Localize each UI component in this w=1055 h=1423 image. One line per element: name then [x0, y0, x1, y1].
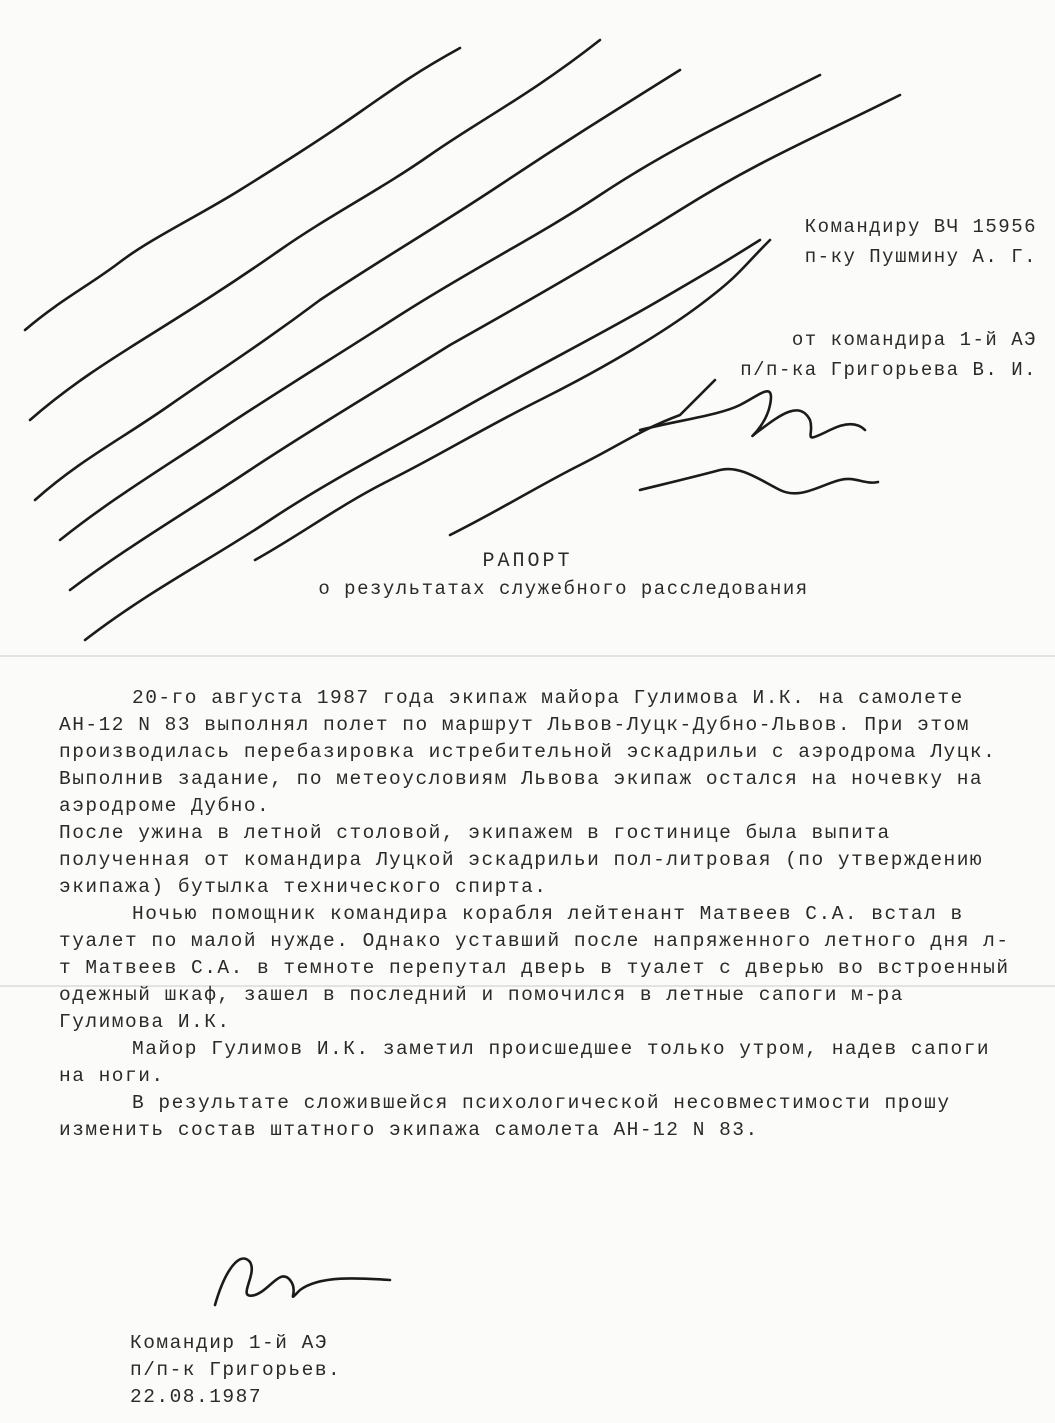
handwriting-caption	[640, 469, 878, 493]
report-signature	[215, 1259, 390, 1305]
sender-line-1: от командира 1-й АЭ	[791, 329, 1037, 351]
document-title: РАПОРТ	[482, 550, 573, 573]
handwriting-line	[255, 240, 770, 560]
report-paragraph: В результате сложившейся психологической несовместимости прошу изменить состав штатного экипажа самолета АН-12 N 83.	[59, 1092, 951, 1141]
addressee-line-1: Командиру ВЧ 15956	[804, 216, 1037, 238]
document-date: 22.08.1987	[130, 1386, 263, 1408]
report-paragraph: После ужина в летной столовой, экипажем в гостинице была выпита полученная от командира Луцкой эскадрильи пол-литровая (по утверждению экипажа) бутылка технического спирта.	[59, 822, 984, 898]
report-paragraph: Майор Гулимов И.К. заметил происшедшее только утром, надев сапоги на ноги.	[59, 1038, 991, 1087]
report-paragraph: 20-го августа 1987 года экипаж майора Гулимова И.К. на самолете АН-12 N 83 выполнял полет по маршрут Львов-Луцк-Дубно-Львов. При этом производилась перебазировка истребительной эскадрильи с аэродрома Луцк.	[59, 687, 997, 763]
addressee-line-2: п-ку Пушмину А. Г.	[804, 246, 1037, 268]
report-paragraph: Выполнив задание, по метеоусловиям Львова экипаж остался на ночевку на аэродроме Дубно.	[59, 768, 984, 817]
sender-line-2: п/п-ка Григорьева В. И.	[740, 359, 1037, 381]
handwriting-line	[25, 48, 460, 330]
handwriting-line	[450, 380, 715, 535]
handwriting-line	[30, 40, 600, 420]
signer-name: п/п-к Григорьев.	[130, 1359, 342, 1381]
handwriting-line	[35, 70, 680, 500]
document-subtitle: о результатах служебного расследования	[318, 578, 809, 600]
signer-position: Командир 1-й АЭ	[130, 1332, 329, 1354]
handwriting-line	[60, 75, 820, 540]
report-paragraph: Ночью помощник командира корабля лейтенант Матвеев С.А. встал в туалет по малой нужде. Однако уставший после напряженного летного дня л-т Матвеев С.А. в темноте перепутал дверь в туалет с дверью во встроенный одежный шкаф, зашел в последний и помочился в летные сапоги м-ра Гулимова И.К.	[59, 903, 1010, 1033]
handwriting-signature	[640, 391, 865, 437]
